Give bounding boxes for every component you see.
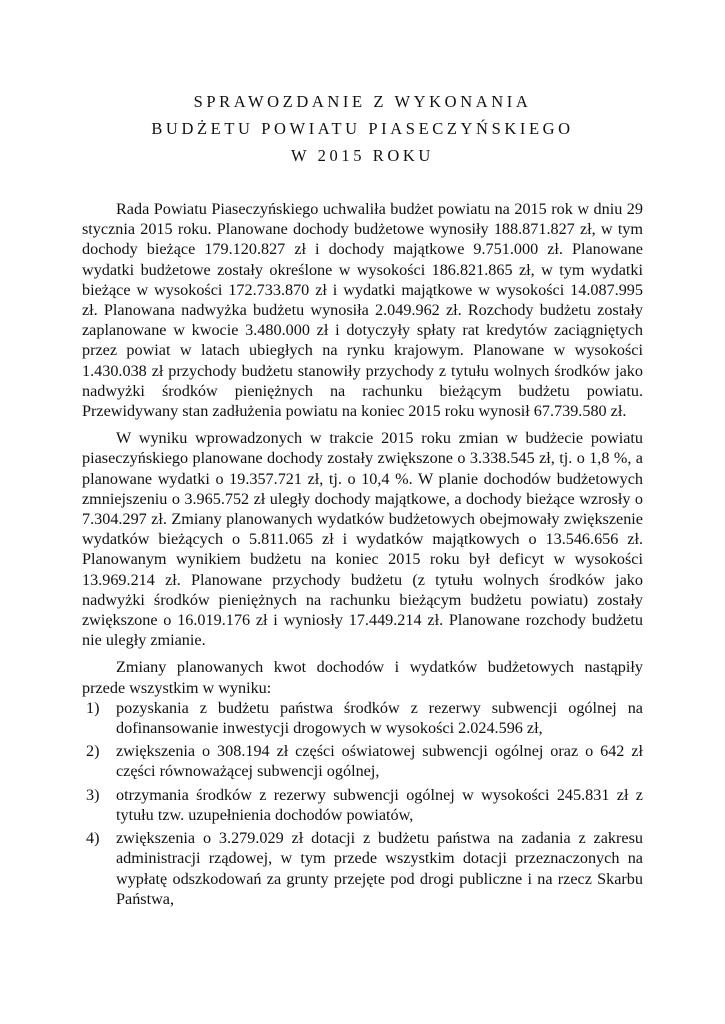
- paragraph-budget-changes: W wyniku wprowadzonych w trakcie 2015 roku zmian w budżecie powiatu piaseczyńskiego planowane dochody zostały zwiększone o 3.338.545 zł, tj. o 1,8 %, a planowane wydatki o 19.357.721 zł, tj. o 10,4 %. W planie dochodów budżetowych zmniejszeniu o 3.965.752 zł uległy dochody majątkowe, a dochody bieżące wzrosły o 7.304.297 zł. Zmiany planowanych wydatków budżetowych obejmowały zwiększenie wydatków bieżących o 5.811.065 zł i wydatków majątkowych o 13.546.656 zł. Planowanym wynikiem budżetu na koniec 2015 roku był deficyt w wysokości 13.969.214 zł. Planowane przychody budżetu (z tytułu wolnych środków jako nadwyżki środków pieniężnych na rachunku bieżącym budżetu powiatu) zostały zwiększone o 16.019.176 zł i wyniosły 17.449.214 zł. Planowane rozchody budżetu nie uległy zmianie.: [82, 429, 643, 650]
- list-item: [82, 785, 643, 825]
- document-page: [82, 88, 643, 912]
- title-line-1: SPRAWOZDANIE Z WYKONANIA: [193, 92, 532, 111]
- list-item-number: 1): [86, 698, 100, 717]
- list-item-text: otrzymania środków z rezerwy subwencji ogólnej w wysokości 245.831 zł z tytułu tzw. uzupełnienia dochodów powiatów,: [116, 785, 643, 824]
- list-item: [82, 828, 643, 909]
- list-item: [82, 741, 643, 781]
- list-item-number: 4): [86, 829, 100, 848]
- list-item-text: zwiększenia o 3.279.029 zł dotacji z budżetu państwa na zadania z zakresu administracji rządowej, w tym przede wszystkim dotacji przeznaczonych na wypłatę odszkodowań za grunty przejęte pod drogi publiczne i na rzecz Skarbu Państwa,: [116, 829, 643, 908]
- list-item-text: pozyskania z budżetu państwa środków z rezerwy subwencji ogólnej na dofinansowanie inwestycji drogowych w wysokości 2.024.596 zł,: [116, 698, 643, 738]
- title-line-3: W 2015 ROKU: [291, 146, 434, 165]
- list-item-number: 2): [86, 742, 100, 761]
- paragraph-list-intro: Zmiany planowanych kwot dochodów i wydatków budżetowych nastąpiły przede wszystkim w wyniku:: [82, 658, 643, 697]
- list-item-text: zwiększenia o 308.194 zł części oświatowej subwencji ogólnej oraz o 642 zł części równoważącej subwencji ogólnej,: [116, 742, 643, 781]
- title-line-2: BUDŻETU POWIATU PIASECZYŃSKIEGO: [151, 119, 574, 138]
- document-title: [82, 88, 643, 169]
- list-item: [82, 698, 643, 738]
- paragraph-budget-adoption: Rada Powiatu Piaseczyńskiego uchwaliła budżet powiatu na 2015 rok w dniu 29 stycznia 2015 roku. Planowane dochody budżetowe wynosiły 188.871.827 zł, w tym dochody bieżące 179.120.827 zł i dochody majątkowe 9.751.000 zł. Planowane wydatki budżetowe zostały określone w wysokości 186.821.865 zł, w tym wydatki bieżące w wysokości 172.733.870 zł i wydatki majątkowe w wysokości 14.087.995 zł. Planowana nadwyżka budżetu wynosiła 2.049.962 zł. Rozchody budżetu zostały zaplanowane w kwocie 3.480.000 zł i dotyczyły spłaty rat kredytów zaciągniętych przez powiat w latach ubiegłych na rynku krajowym. Planowane w wysokości 1.430.038 zł przychody budżetu stanowiły przychody z tytułu wolnych środków jako nadwyżki środków pieniężnych na rachunku bieżącym budżetu powiatu. Przewidywany stan zadłużenia powiatu na koniec 2015 roku wynosił 67.739.580 zł.: [82, 200, 643, 421]
- list-item-number: 3): [86, 785, 100, 804]
- changes-list: [82, 698, 643, 909]
